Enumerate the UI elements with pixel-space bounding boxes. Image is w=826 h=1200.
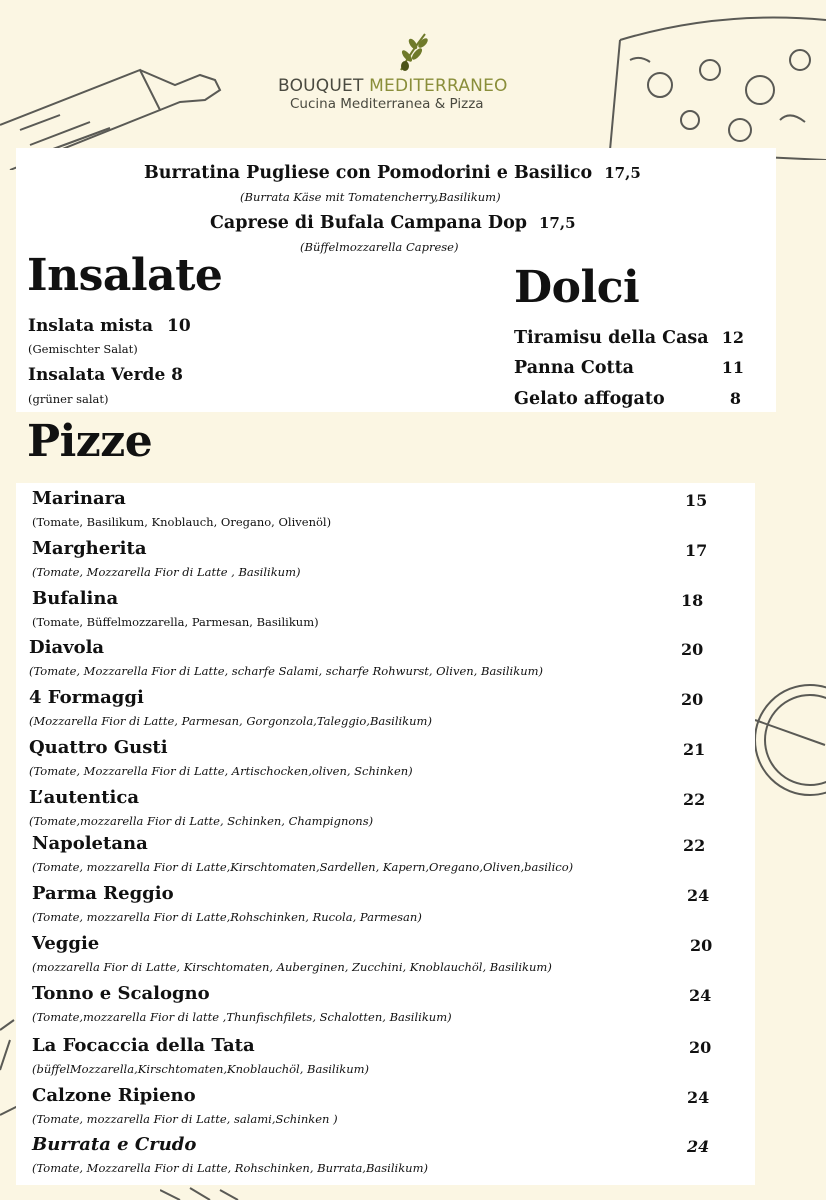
pizza-desc: (Mozzarella Fior di Latte, Parmesan, Gorgonzola,Taleggio,Basilikum) [29,714,432,728]
pizza-price: 18 [681,591,704,610]
dolce-item: Gelato affogato 8 [514,389,741,409]
pizza-desc: (mozzarella Fior di Latte, Kirschtomaten, Auberginen, Zucchini, Knoblauchöl, Basilikum) [32,960,552,974]
pizza-name: Veggie [32,933,100,954]
pizza-price: 22 [683,790,706,809]
pizza-name: Napoletana [32,833,148,854]
pizza-desc: (Tomate, Mozzarella Fior di Latte, Rohschinken, Burrata,Basilikum) [32,1161,428,1175]
pizza-name: Margherita [32,538,147,559]
pizza-price: 24 [689,986,712,1005]
pizza-desc: (Tomate, mozzarella Fior di Latte,Kirschtomaten,Sardellen, Kapern,Oregano,Oliven,basilico) [32,860,574,874]
dolce-item: Tiramisu della Casa 12 [514,328,744,348]
pizza-desc: (Tomate, Büffelmozzarella, Parmesan, Basilikum) [32,615,319,629]
bottom-sketch-illustration [160,1185,240,1200]
pizza-price: 24 [687,886,710,905]
pizza-price: 20 [681,640,704,659]
pizza-name: Parma Reggio [32,883,174,904]
pizza-price: 20 [689,1038,712,1057]
pizza-desc: (Tomate, mozzarella Fior di Latte,Rohschinken, Rucola, Parmesan) [32,910,422,924]
pizza-price: 17 [685,541,708,560]
pizza-name: Burrata e Crudo [32,1134,197,1155]
pizza-desc: (Tomate,mozzarella Fior di Latte, Schinken, Champignons) [29,814,374,828]
pizza-cutter-illustration [750,670,826,800]
antipasto-desc: (Burrata Käse mit Tomatencherry,Basilikum) [240,190,501,204]
insalata-desc: (Gemischter Salat) [28,342,138,356]
pizza-desc: (Tomate, Mozzarella Fior di Latte , Basilikum) [32,565,301,579]
olive-branch-icon [393,30,433,72]
pizze-title: Pizze [27,416,153,467]
pizza-desc: (Tomate, Mozzarella Fior di Latte, Artischocken,oliven, Schinken) [29,764,413,778]
pizza-name: Marinara [32,488,126,509]
pizza-name: Tonno e Scalogno [32,983,210,1004]
pizza-desc: (Tomate, Mozzarella Fior di Latte, scharfe Salami, scharfe Rohwurst, Oliven, Basilikum) [29,664,543,678]
pizza-desc: (Tomate, Basilikum, Knoblauch, Oregano, Olivenöl) [32,515,332,529]
antipasto-desc: (Büffelmozzarella Caprese) [300,240,459,254]
insalate-title: Insalate [27,250,223,301]
dolci-title: Dolci [514,262,640,313]
pizza-price: 24 [687,1137,710,1156]
antipasto-item: Burratina Pugliese con Pomodorini e Basilico 17,5 [144,163,641,183]
pizza-price: 21 [683,740,706,759]
pizza-price: 22 [683,836,706,855]
insalata-item: Insalata Verde 8 [28,365,184,385]
dolce-item: Panna Cotta 11 [514,358,744,378]
pizza-price: 24 [687,1088,710,1107]
antipasto-item: Caprese di Bufala Campana Dop 17,5 [210,213,576,233]
pizza-name: 4 Formaggi [29,687,144,708]
pizza-name: Diavola [29,637,105,658]
brand-subtitle: Cucina Mediterranea & Pizza [290,96,484,112]
pizza-name: La Focaccia della Tata [32,1035,255,1056]
brand-name: BOUQUET MEDITERRANEO [278,76,508,96]
pizza-desc: (Tomate, mozzarella Fior di Latte, salami,Schinken ) [32,1112,338,1126]
pizza-desc: (büffelMozzarella,Kirschtomaten,Knoblauchöl, Basilikum) [32,1062,370,1076]
insalata-desc: (grüner salat) [28,392,109,406]
pizza-name: Bufalina [32,588,119,609]
pizza-name: L’autentica [29,787,139,808]
brand-logo [278,30,548,112]
pizza-price: 20 [690,936,713,955]
insalata-item: Inslata mista 10 [28,316,191,336]
pizza-name: Quattro Gusti [29,737,168,758]
pizza-price: 15 [685,491,708,510]
pizza-price: 20 [681,690,704,709]
pizza-illustration [600,10,826,160]
pizza-desc: (Tomate,mozzarella Fior di latte ,Thunfischfilets, Schalotten, Basilikum) [32,1010,452,1024]
pizza-name: Calzone Ripieno [32,1085,196,1106]
